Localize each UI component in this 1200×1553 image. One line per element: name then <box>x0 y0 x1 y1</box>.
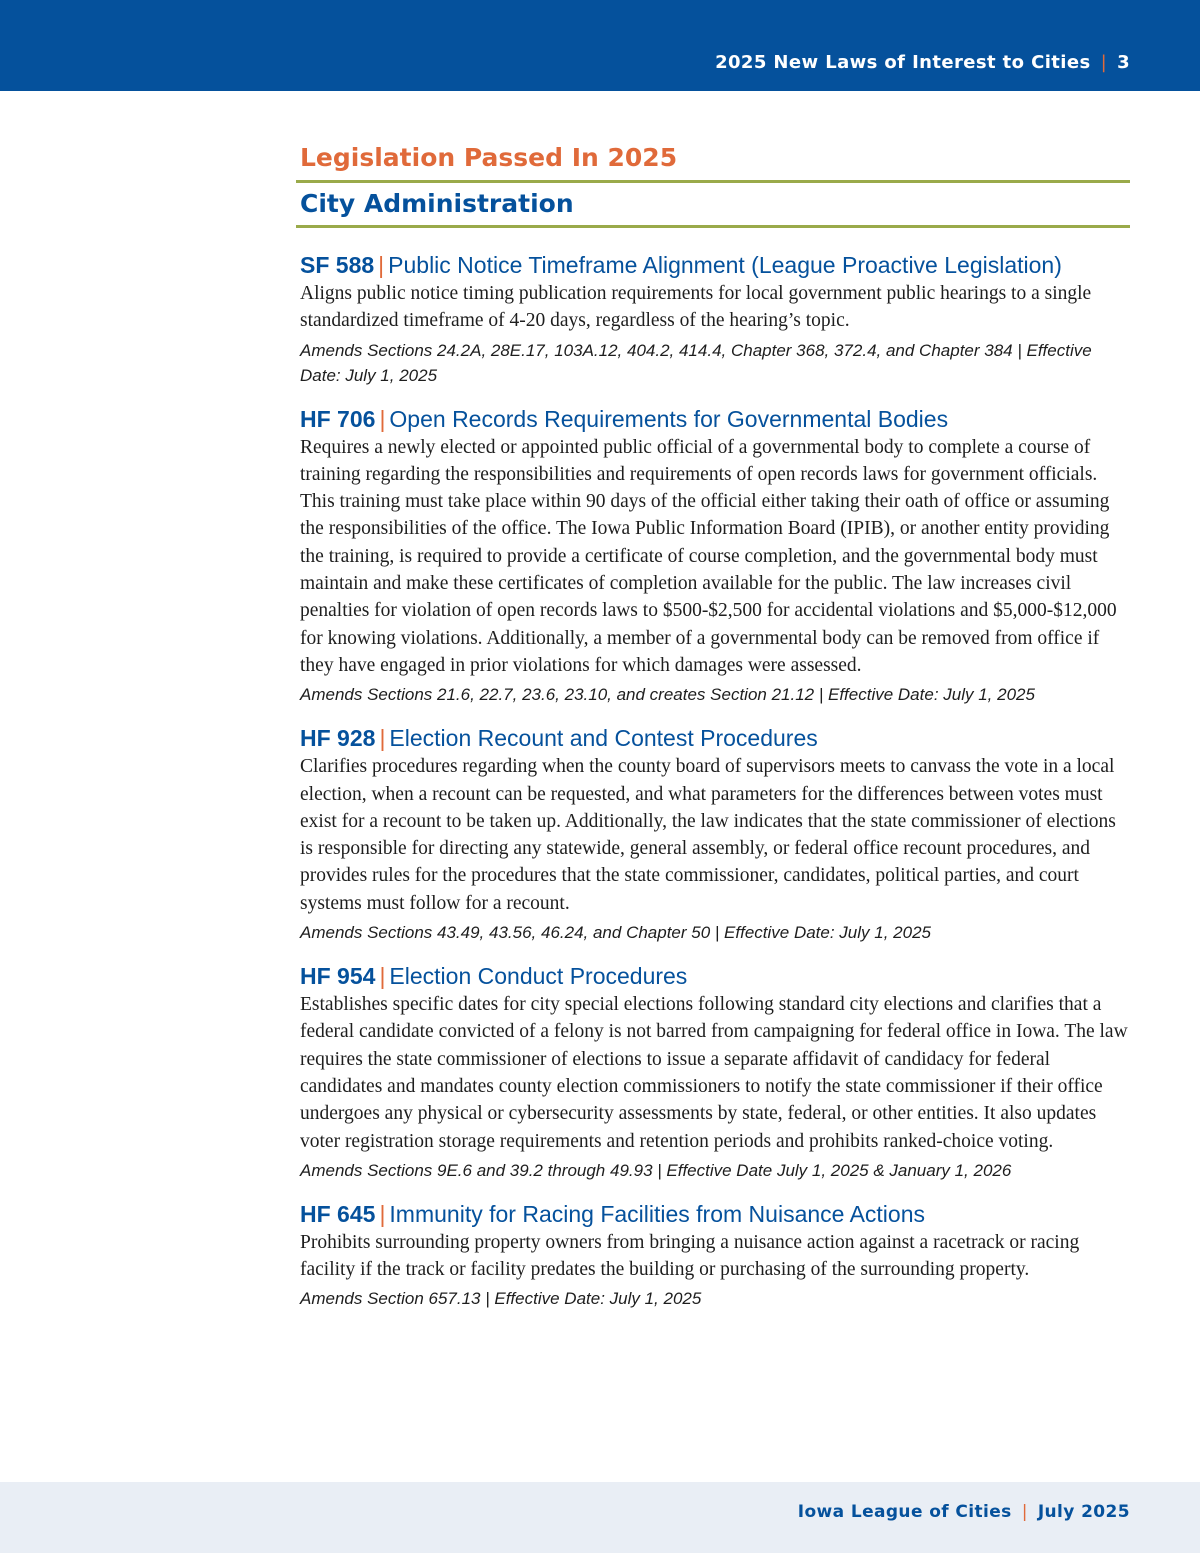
bill-heading <box>300 404 1132 434</box>
bill-entry <box>300 250 1132 388</box>
bill-entry <box>300 1199 1132 1312</box>
bill-citation: Amends Sections 21.6, 22.7, 23.6, 23.10, and creates Section 21.12 | Effective Date: July 1, 2025 <box>300 685 1035 705</box>
bill-separator: | <box>379 725 386 752</box>
bill-number: HF 954 <box>300 963 376 990</box>
bill-heading <box>300 250 1132 280</box>
bill-citation: Amends Sections 24.2A, 28E.17, 103A.12, 404.2, 414.4, Chapter 368, 372.4, and Chapter 384 | Effective Date: July 1, 2025 <box>300 340 1092 385</box>
bill-heading <box>300 1199 1132 1229</box>
header-separator: | <box>1100 52 1108 73</box>
bill-description: Aligns public notice timing publication requirements for local government public hearings to a single standardized timeframe of 4-20 days, regardless of the hearing’s topic. <box>300 283 1092 332</box>
footer-organization: Iowa League of Cities <box>797 1502 1012 1522</box>
subsection-title: City Administration <box>300 189 574 218</box>
running-header <box>715 52 1130 73</box>
bill-title: Public Notice Timeframe Alignment (League Proactive Legislation) <box>388 252 1062 278</box>
bill-description: Prohibits surrounding property owners from bringing a nuisance action against a racetrack or racing facility if the track or facility predates the building or purchasing of the surrounding property. <box>300 1231 1080 1281</box>
main-content <box>296 140 1132 1327</box>
bill-citation: Amends Sections 43.49, 43.56, 46.24, and Chapter 50 | Effective Date: July 1, 2025 <box>300 923 931 943</box>
header-title: 2025 New Laws of Interest to Cities <box>715 52 1091 73</box>
bill-separator: | <box>379 1200 386 1227</box>
footer-date: July 2025 <box>1037 1502 1130 1522</box>
bill-description: Clarifies procedures regarding when the county board of supervisors meets to canvass the vote in a local election, when a recount can be requested, and what parameters for the differences between votes must exist for a recount to be taken up. Additionally, the law indicates that the state commissioner of elections is responsible for directing any statewide, general assembly, or federal office recount procedures, and provides rules for the procedures that the state commissioner, candidates, political parties, and court systems must follow for a recount. <box>300 756 1116 914</box>
page-number: 3 <box>1117 52 1130 73</box>
bill-description: Requires a newly elected or appointed public official of a governmental body to complete a course of training regarding the responsibilities and requirements of open records laws for government officials. This training must take place within 90 days of the official either taking their oath of office or assuming the responsibilities of the office. The Iowa Public Information Board (IPIB), or another entity providing the training, is required to provide a certificate of course completion, and the governmental body must maintain and make these certificates of completion available for the public. The law increases civil penalties for violation of open records laws to $500-$2,500 for accidental violations and $5,000-$12,000 for knowing violations. Additionally, a member of a governmental body can be removed from office if they have engaged in prior violations for which damages were assessed. <box>300 436 1117 676</box>
bill-entry <box>300 404 1132 708</box>
bill-number: HF 706 <box>300 405 376 432</box>
running-footer <box>798 1502 1130 1522</box>
bill-title: Election Recount and Contest Procedures <box>389 725 818 752</box>
bill-heading <box>300 723 1132 753</box>
bill-separator: | <box>378 252 385 278</box>
bill-description: Establishes specific dates for city special elections following standard city elections and clarifies that a federal candidate convicted of a felony is not barred from campaigning for federal office in Iowa. The law requires the state commissioner of elections to issue a separate affidavit of candidacy for federal candidates and mandates county election commissioners to notify the state commissioner if their office undergoes any physical or cybersecurity assessments by state, federal, or other entities. It also updates voter registration storage requirements and retention periods and prohibits ranked-choice voting. <box>300 994 1128 1152</box>
header-band <box>0 0 1200 91</box>
bill-entry <box>300 723 1132 945</box>
section-divider-bottom <box>296 225 1130 228</box>
bill-number: SF 588 <box>300 252 375 278</box>
bill-entry <box>300 961 1132 1183</box>
bill-separator: | <box>379 963 386 990</box>
bill-number: HF 645 <box>300 1200 376 1227</box>
bill-title: Immunity for Racing Facilities from Nuisance Actions <box>389 1200 925 1227</box>
bill-separator: | <box>379 405 386 432</box>
bill-title: Open Records Requirements for Governmental Bodies <box>389 405 949 432</box>
bill-list <box>300 250 1132 1311</box>
bill-citation: Amends Sections 9E.6 and 39.2 through 49.93 | Effective Date July 1, 2025 & January 1, 2026 <box>300 1160 1012 1180</box>
bill-citation: Amends Section 657.13 | Effective Date: July 1, 2025 <box>300 1289 702 1309</box>
bill-title: Election Conduct Procedures <box>389 963 688 990</box>
section-title: Legislation Passed In 2025 <box>300 143 678 172</box>
footer-separator: | <box>1021 1502 1028 1522</box>
bill-number: HF 928 <box>300 725 376 752</box>
bill-heading <box>300 961 1132 991</box>
